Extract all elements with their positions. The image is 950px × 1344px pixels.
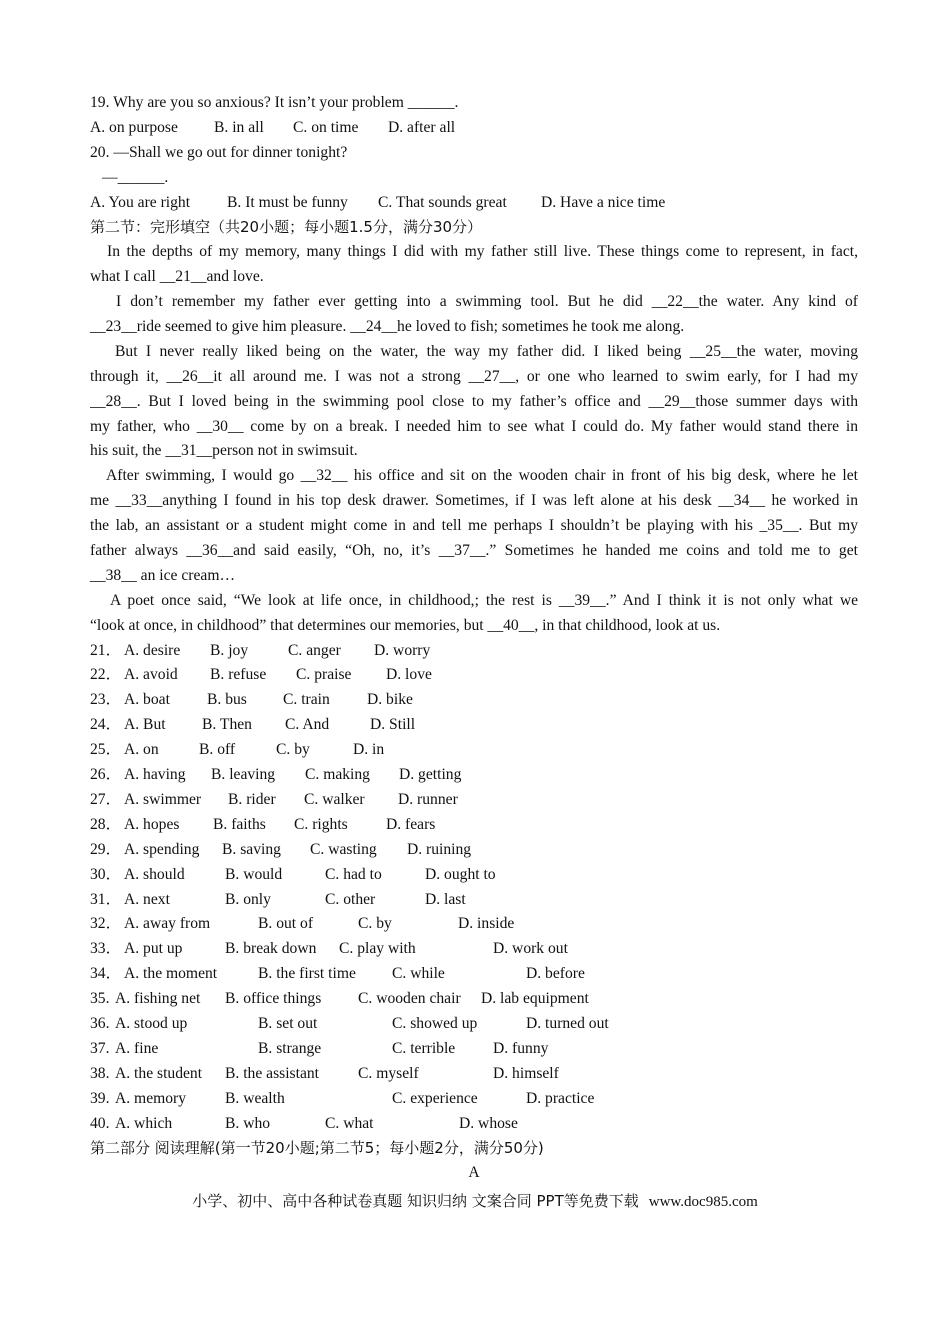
option-b: B. office things	[225, 990, 322, 1008]
question-number: 33．	[90, 940, 122, 958]
option-a: A. which	[115, 1114, 173, 1132]
question-39	[90, 1087, 858, 1112]
passage-line: what I call __21__and love.	[90, 268, 264, 286]
question-22	[90, 663, 858, 688]
option-c: C. what	[325, 1114, 374, 1132]
option-a: A. should	[124, 865, 185, 883]
option-a: A. You are right	[90, 193, 191, 211]
option-a: A. fine	[115, 1039, 159, 1057]
option-b: B. saving	[222, 840, 281, 858]
question-20-stem: 20. —Shall we go out for dinner tonight?	[90, 143, 348, 161]
option-c: C. terrible	[392, 1039, 456, 1057]
question-number: 28．	[90, 815, 122, 833]
footer-url[interactable]: www.doc985.com	[648, 1194, 758, 1210]
option-c: C. while	[392, 965, 445, 983]
option-a: A. hopes	[124, 815, 180, 833]
option-b: B. set out	[258, 1014, 318, 1032]
option-c: C. had to	[325, 865, 382, 883]
option-a: A. swimmer	[124, 790, 202, 808]
question-25	[90, 738, 858, 763]
question-21	[90, 639, 858, 664]
option-b: B. out of	[258, 915, 314, 933]
option-b: B. refuse	[210, 666, 267, 684]
option-d: D. after all	[388, 118, 456, 136]
passage-a-label: A	[468, 1164, 480, 1182]
option-d: D. before	[526, 965, 585, 983]
option-c: C. walker	[304, 790, 365, 808]
section-2-heading: 第二节：完形填空（共20小题；每小题1.5分，满分30分）	[90, 218, 483, 237]
option-b: B. faiths	[213, 815, 266, 833]
footer-text: 小学、初中、高中各种试卷真题 知识归纳 文案合同 PPT等免费下载	[192, 1192, 639, 1210]
option-a: A. desire	[124, 641, 181, 659]
question-number: 25．	[90, 741, 122, 759]
option-d: D. fears	[386, 815, 436, 833]
option-a: A. fishing net	[115, 990, 201, 1008]
option-a: A. avoid	[124, 666, 178, 684]
option-d: D. turned out	[526, 1014, 609, 1032]
passage-line: me __33__anything I found in his top desk drawer. Sometimes, if I was left alone at his desk __34__ he worked in	[90, 492, 858, 510]
option-a: A. put up	[124, 940, 183, 958]
option-c: C. other	[325, 890, 376, 908]
passage-line: __38__ an ice cream…	[90, 566, 236, 584]
question-35	[90, 987, 858, 1012]
question-33	[90, 937, 858, 962]
option-b: B. would	[225, 865, 283, 883]
option-c: C. praise	[296, 666, 352, 684]
option-d: D. runner	[398, 790, 458, 808]
passage-line: father always __36__and said easily, “Oh, no, it’s __37__.” Sometimes he handed me coins and told me to get	[90, 542, 858, 560]
option-d: D. practice	[526, 1089, 595, 1107]
question-31	[90, 888, 858, 913]
passage-line: But I never really liked being on the water, the way my father did. I liked being __25__the water, moving	[115, 342, 858, 360]
passage-line: I don’t remember my father ever getting into a swimming tool. But he did __22__the water. Any kind of	[116, 293, 858, 311]
question-number: 31．	[90, 890, 122, 908]
question-19-stem: 19. Why are you so anxious? It isn’t your problem ______.	[90, 94, 459, 111]
question-number: 21．	[90, 641, 122, 659]
option-c: C. That sounds great	[378, 193, 507, 211]
option-d: D. ruining	[407, 840, 472, 858]
question-19-options	[90, 116, 858, 141]
passage-line: my father, who __30__ come by on a break. I needed him to see what I could do. My father would stand there in	[90, 417, 858, 435]
question-number: 32．	[90, 915, 122, 933]
option-b: B. the first time	[258, 965, 356, 983]
option-d: D. whose	[459, 1114, 518, 1132]
passage-line: the lab, an assistant or a student might come in and tell me perhaps I shouldn’t be playing with his _35__. But my	[90, 517, 858, 535]
option-d: D. Still	[370, 716, 416, 734]
question-20-reply: —______.	[102, 168, 169, 186]
question-30	[90, 863, 858, 888]
question-26	[90, 763, 858, 788]
question-24	[90, 713, 858, 738]
option-a: A. having	[124, 766, 186, 784]
option-a: A. on	[124, 741, 159, 759]
question-32	[90, 912, 858, 937]
option-c: C. train	[283, 691, 330, 709]
option-d: D. bike	[367, 691, 413, 709]
option-a: A. next	[124, 890, 170, 908]
question-number: 39.	[90, 1089, 110, 1107]
option-a: A. stood up	[115, 1014, 188, 1032]
question-number: 37.	[90, 1039, 110, 1057]
question-23	[90, 688, 858, 713]
cloze-questions	[90, 639, 858, 1137]
passage-line: A poet once said, “We look at life once, in childhood,; the rest is __39__.” And I think it is not only what we	[110, 591, 858, 609]
option-d: D. love	[386, 666, 432, 684]
option-a: A. the moment	[124, 965, 218, 983]
question-number: 29．	[90, 840, 122, 858]
option-a: A. away from	[124, 915, 211, 933]
option-d: D. last	[425, 890, 466, 908]
option-d: D. ought to	[425, 865, 496, 883]
question-number: 24．	[90, 716, 122, 734]
option-b: B. It must be funny	[227, 193, 348, 211]
passage-line: __23__ride seemed to give him pleasure. __24__he loved to fish; sometimes he took me along.	[90, 318, 685, 336]
option-c: C. by	[276, 741, 310, 759]
question-28	[90, 813, 858, 838]
part-2-heading: 第二部分 阅读理解(第一节20小题;第二节5；每小题2分，满分50分)	[90, 1139, 544, 1158]
question-number: 26．	[90, 766, 122, 784]
option-d: D. inside	[458, 915, 515, 933]
question-number: 36.	[90, 1014, 110, 1032]
option-d: D. Have a nice time	[541, 193, 666, 211]
question-40	[90, 1112, 858, 1137]
option-b: B. off	[199, 741, 236, 759]
option-d: D. worry	[374, 641, 431, 659]
question-number: 35.	[90, 990, 110, 1008]
option-d: D. lab equipment	[481, 990, 589, 1008]
option-a: A. the student	[115, 1064, 203, 1082]
option-c: C. showed up	[392, 1014, 478, 1032]
option-c: C. on time	[293, 118, 359, 136]
option-b: B. Then	[202, 716, 252, 734]
option-c: C. play with	[339, 940, 416, 958]
question-number: 38.	[90, 1064, 110, 1082]
option-c: C. by	[358, 915, 392, 933]
option-d: D. funny	[493, 1039, 549, 1057]
option-d: D. work out	[493, 940, 568, 958]
option-b: B. in all	[214, 118, 264, 136]
option-b: B. strange	[258, 1039, 322, 1057]
option-b: B. who	[225, 1114, 271, 1132]
option-b: B. break down	[225, 940, 317, 958]
option-a: A. memory	[115, 1089, 187, 1107]
exam-page	[90, 91, 858, 1186]
passage-line: __28__. But I loved being in the swimming pool close to my father’s office and __29__those summer days with	[90, 392, 858, 410]
option-c: C. making	[305, 766, 370, 784]
footer-banner	[0, 1188, 950, 1214]
passage-line: through it, __26__it all around me. I was not a strong __27__, or one who learned to swim early, for I had my	[90, 367, 858, 385]
option-d: D. in	[353, 741, 385, 759]
option-c: C. And	[285, 716, 330, 734]
question-number: 40.	[90, 1114, 110, 1132]
question-34	[90, 962, 858, 987]
option-b: B. only	[225, 890, 271, 908]
option-a: A. on purpose	[90, 118, 178, 136]
passage-line: After swimming, I would go __32__ his office and sit on the wooden chair in front of his big desk, where he let	[106, 467, 858, 485]
option-b: B. wealth	[225, 1089, 285, 1107]
option-b: B. bus	[207, 691, 247, 709]
option-d: D. getting	[399, 766, 462, 784]
option-c: C. anger	[288, 641, 341, 659]
option-b: B. joy	[210, 641, 249, 659]
option-a: A. spending	[124, 840, 200, 858]
option-d: D. himself	[493, 1064, 559, 1082]
question-number: 22．	[90, 666, 122, 684]
option-c: C. wasting	[310, 840, 377, 858]
option-b: B. leaving	[211, 766, 276, 784]
option-a: A. But	[124, 716, 166, 734]
question-number: 30．	[90, 865, 122, 883]
question-number: 27．	[90, 790, 122, 808]
cloze-passage	[90, 240, 858, 638]
passage-line: In the depths of my memory, many things I did with my father still live. These things come to represent, in fact,	[107, 243, 858, 261]
option-b: B. the assistant	[225, 1064, 319, 1082]
option-a: A. boat	[124, 691, 170, 709]
question-38	[90, 1062, 858, 1087]
question-number: 23．	[90, 691, 122, 709]
question-20-options	[90, 191, 858, 216]
option-c: C. myself	[358, 1064, 419, 1082]
question-36	[90, 1012, 858, 1037]
option-b: B. rider	[228, 790, 276, 808]
option-c: C. wooden chair	[358, 990, 461, 1008]
question-29	[90, 838, 858, 863]
question-37	[90, 1037, 858, 1062]
question-number: 34．	[90, 965, 122, 983]
option-c: C. rights	[294, 815, 348, 833]
passage-line: “look at once, in childhood” that determines our memories, but __40__, in that childhood, look at us.	[90, 616, 721, 634]
passage-line: his suit, the __31__person not in swimsuit.	[90, 442, 358, 460]
option-c: C. experience	[392, 1089, 478, 1107]
question-27	[90, 788, 858, 813]
